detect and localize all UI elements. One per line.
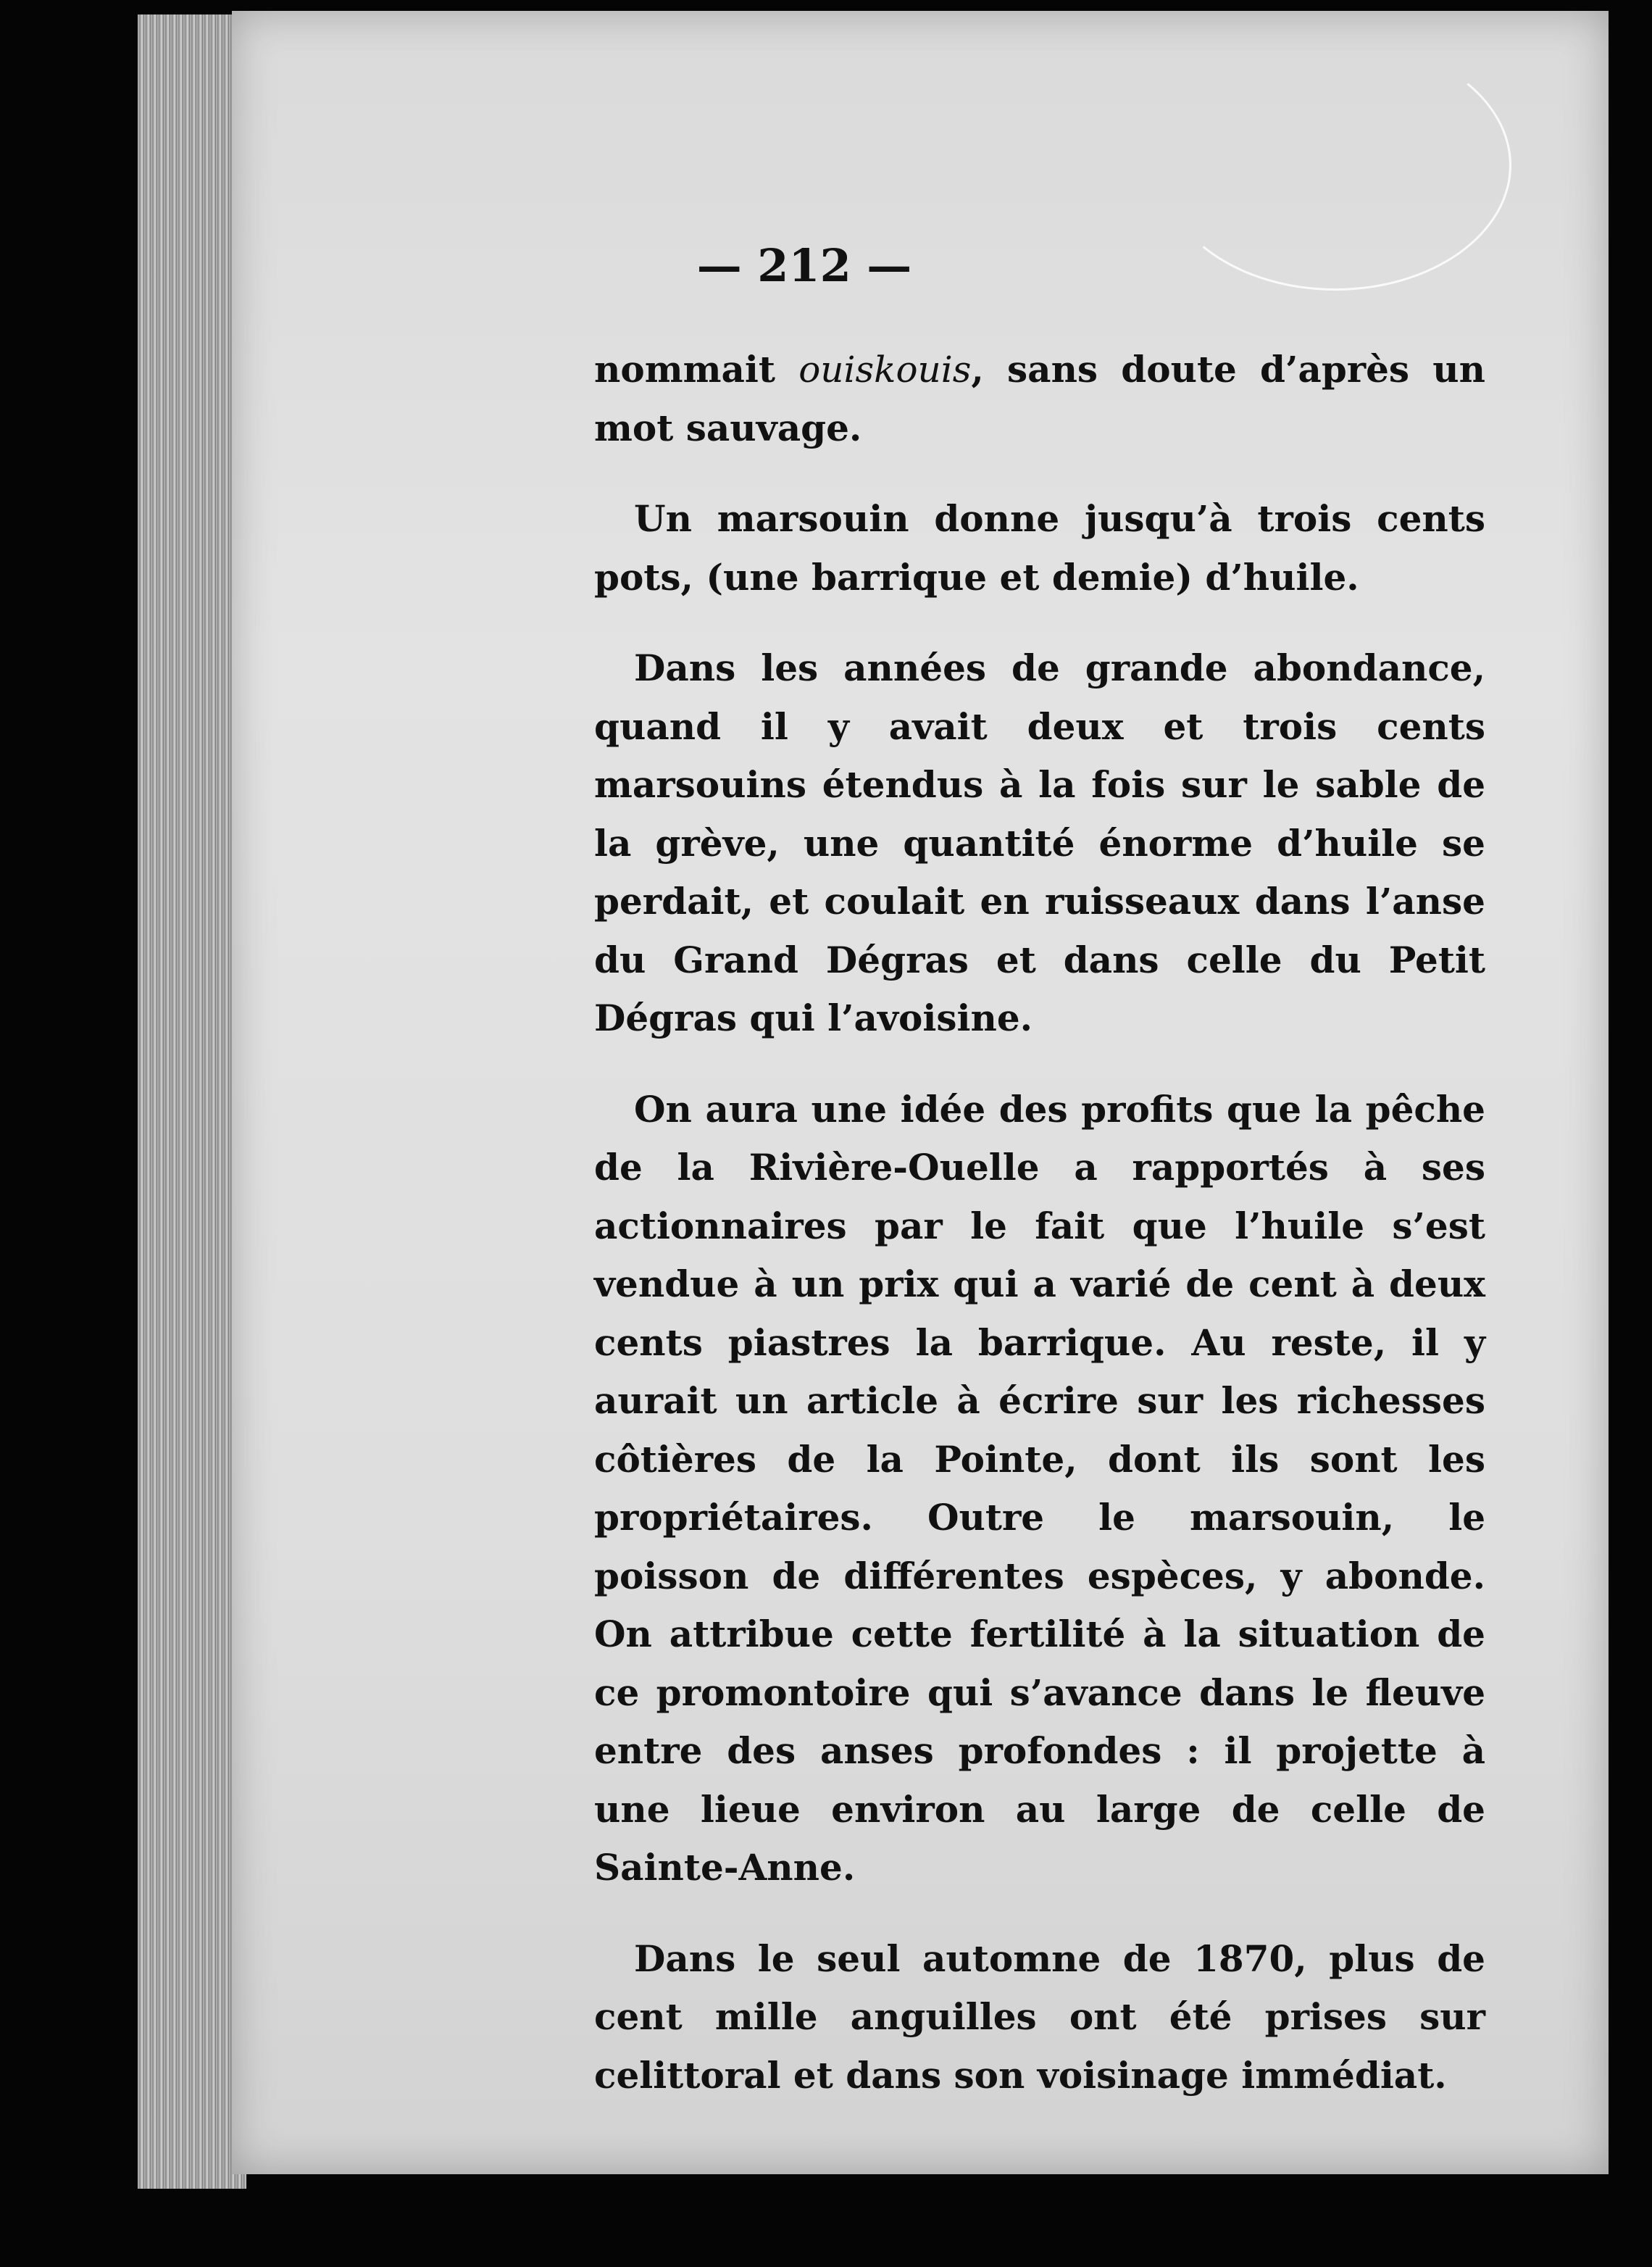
paragraph-5: Dans le seul automne de 1870, plus de cent mille anguilles ont été prises sur celittoral et dans son voisinage immédiat. — [594, 1937, 1485, 2097]
paragraph-3: Dans les années de grande abondance, quand il y avait deux et trois cents marsouins étendus à la fois sur le sable de la grève, une quantité énorme d’huile se perdait, et coulait en ruisseaux dans l’anse du Grand Dégras et dans celle du Petit Dégras qui l’avoisine. — [594, 646, 1485, 1039]
italic-word: ouiskouis — [798, 349, 972, 391]
page-number: — 212 — — [696, 239, 912, 292]
paragraph-4: On aura une idée des profits que la pêche de la Rivière-Ouelle a rapportés à ses actionnaires par le fait que l’huile s’est vendue à un prix qui a varié de cent à deux cents piastres la barrique. Au reste, il y aurait un article à écrire sur les richesses côtières de la Pointe, dont ils sont les propriétaires. Outre le marsouin, le poisson de différentes espèces, y abonde. On attribue cette fertilité à la situation de ce promontoire qui s’avance dans le fleuve entre des anses profondes : il projette à une lieue environ au large de celle de Sainte-Anne. — [594, 1087, 1485, 1889]
paragraph-1: nommait ouiskouis, sans doute d’après un mot sauvage. — [594, 348, 1485, 449]
paragraph-2: Un marsouin donne jusqu’à trois cents pots, (une barrique et demie) d’huile. — [594, 497, 1485, 599]
book-page-edges — [138, 14, 246, 2189]
body-text — [594, 341, 1485, 2137]
